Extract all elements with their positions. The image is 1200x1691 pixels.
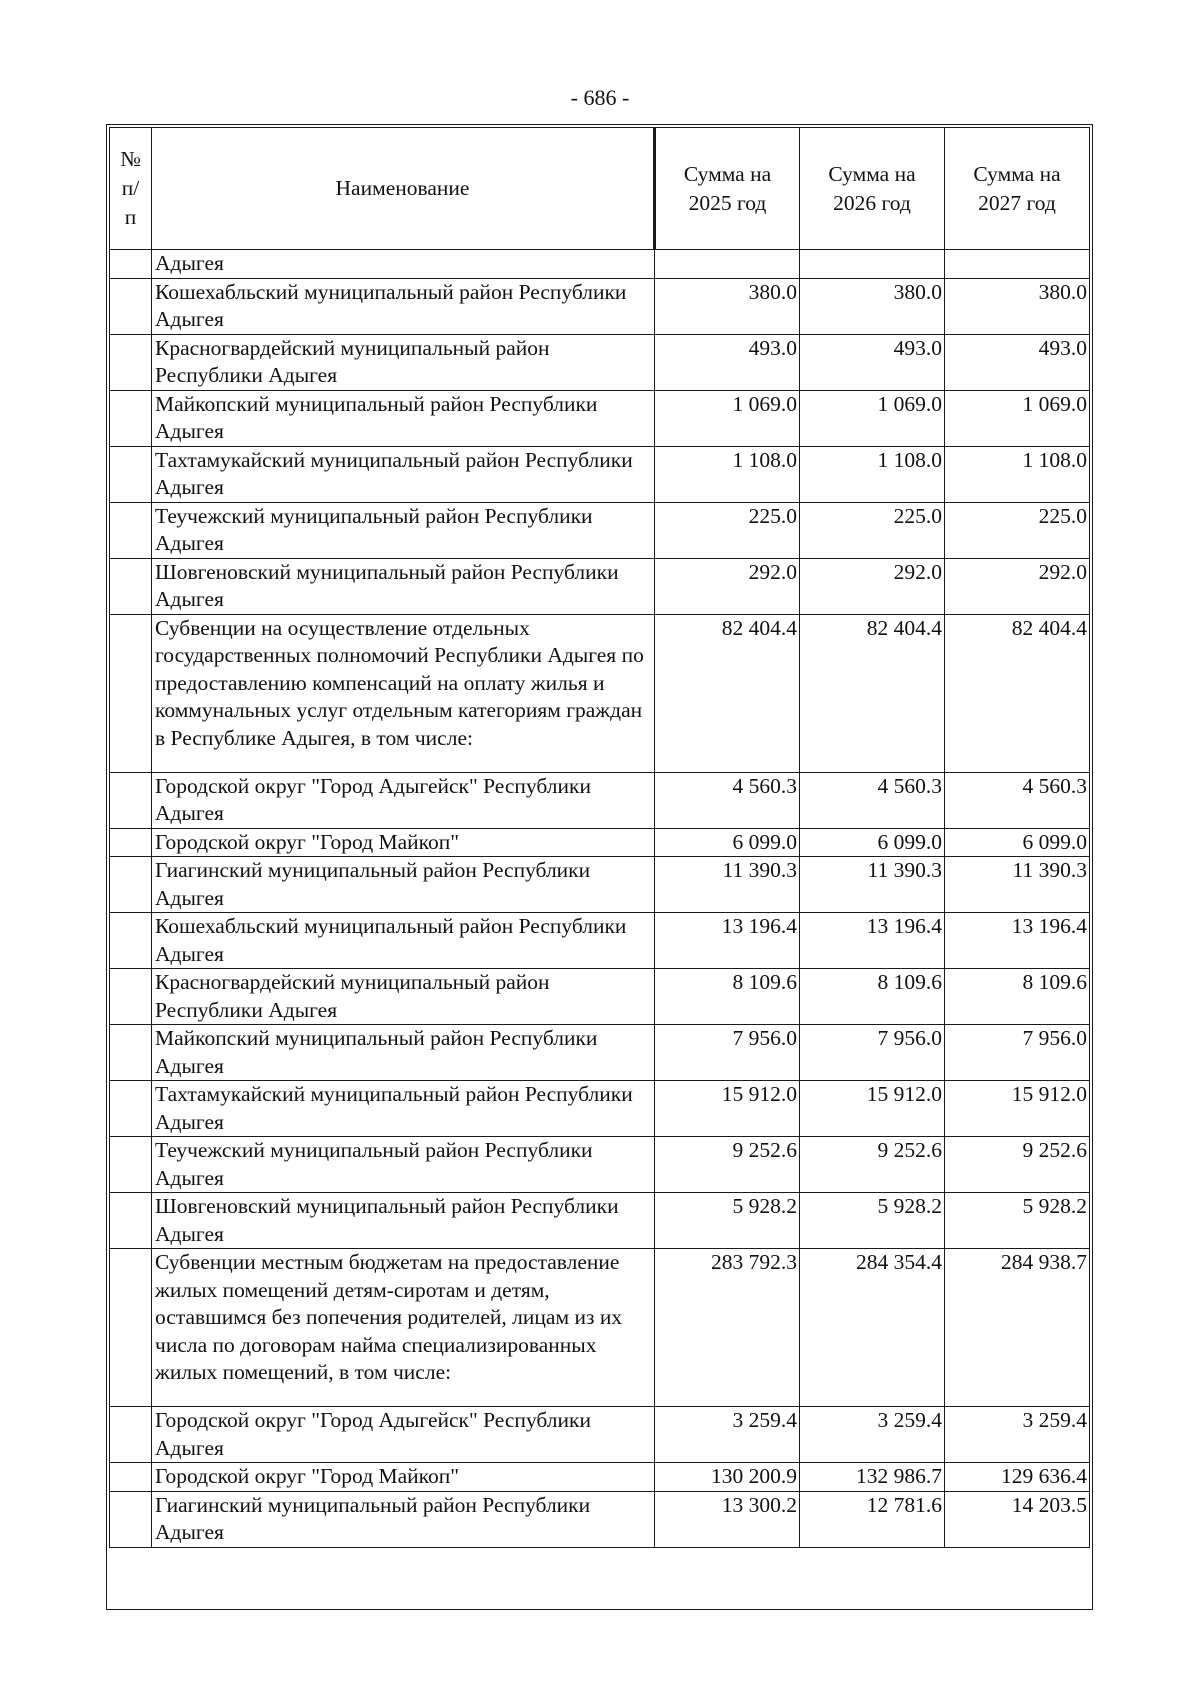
row-value-2025: 1 069.0: [655, 390, 800, 446]
row-value-2027: 8 109.6: [945, 969, 1090, 1025]
header-2027: Сумма на 2027 год: [945, 128, 1090, 250]
row-value-2027: 129 636.4: [945, 1463, 1090, 1492]
table-row: [110, 857, 1090, 913]
row-value-2027: 284 938.7: [945, 1249, 1090, 1407]
table-row: [110, 1463, 1090, 1492]
row-name-cell: Красногвардейский муниципальный район Республики Адыгея: [152, 969, 655, 1025]
row-value-2025: [655, 250, 800, 279]
row-name-cell: Красногвардейский муниципальный район Республики Адыгея: [152, 334, 655, 390]
row-value-2027: 13 196.4: [945, 913, 1090, 969]
row-value-2027: [945, 250, 1090, 279]
row-value-2026: 4 560.3: [800, 772, 945, 828]
row-value-2026: 15 912.0: [800, 1081, 945, 1137]
row-value-2025: 1 108.0: [655, 446, 800, 502]
row-value-2025: 130 200.9: [655, 1463, 800, 1492]
row-value-2025: 4 560.3: [655, 772, 800, 828]
table-row: [110, 828, 1090, 857]
header-num: № п/п: [110, 128, 152, 250]
row-num-cell: [110, 250, 152, 279]
row-name-cell: Городской округ "Город Адыгейск" Республики Адыгея: [152, 772, 655, 828]
row-value-2027: 82 404.4: [945, 614, 1090, 772]
row-value-2027: 225.0: [945, 502, 1090, 558]
row-value-2027: 493.0: [945, 334, 1090, 390]
row-name-cell: Тахтамукайский муниципальный район Республики Адыгея: [152, 1081, 655, 1137]
row-value-2026: 11 390.3: [800, 857, 945, 913]
row-value-2027: 4 560.3: [945, 772, 1090, 828]
row-value-2025: 13 300.2: [655, 1491, 800, 1547]
row-num-cell: [110, 1137, 152, 1193]
row-name-cell: Тахтамукайский муниципальный район Республики Адыгея: [152, 446, 655, 502]
row-name-cell: Городской округ "Город Майкоп": [152, 828, 655, 857]
row-value-2025: 292.0: [655, 558, 800, 614]
row-value-2026: 284 354.4: [800, 1249, 945, 1407]
row-num-cell: [110, 558, 152, 614]
row-num-cell: [110, 1081, 152, 1137]
row-num-cell: [110, 1193, 152, 1249]
row-num-cell: [110, 502, 152, 558]
table-row: [110, 913, 1090, 969]
table-row: [110, 446, 1090, 502]
row-value-2026: 493.0: [800, 334, 945, 390]
row-num-cell: [110, 614, 152, 772]
row-value-2027: 1 108.0: [945, 446, 1090, 502]
row-num-cell: [110, 772, 152, 828]
row-value-2026: 8 109.6: [800, 969, 945, 1025]
row-value-2026: 292.0: [800, 558, 945, 614]
row-value-2025: 11 390.3: [655, 857, 800, 913]
row-value-2025: 8 109.6: [655, 969, 800, 1025]
row-value-2025: 6 099.0: [655, 828, 800, 857]
table-row: [110, 614, 1090, 772]
row-name-cell: Субвенции местным бюджетам на предоставление жилых помещений детям-сиротам и детям, оставшимся без попечения родителей, лицам из их числа по договорам найма специализированных жилых помещений, в том числе:: [152, 1249, 655, 1407]
header-2025: Сумма на 2025 год: [655, 128, 800, 250]
page-number: - 686 -: [570, 85, 630, 110]
row-num-cell: [110, 446, 152, 502]
row-value-2026: 132 986.7: [800, 1463, 945, 1492]
row-value-2027: 380.0: [945, 278, 1090, 334]
table-row: [110, 1193, 1090, 1249]
row-value-2025: 9 252.6: [655, 1137, 800, 1193]
row-value-2027: 11 390.3: [945, 857, 1090, 913]
row-name-cell: Городской округ "Город Майкоп": [152, 1463, 655, 1492]
row-value-2026: 1 108.0: [800, 446, 945, 502]
row-value-2027: 6 099.0: [945, 828, 1090, 857]
table-row: [110, 278, 1090, 334]
row-value-2026: 5 928.2: [800, 1193, 945, 1249]
table-row: [110, 969, 1090, 1025]
table-row: [110, 772, 1090, 828]
row-num-cell: [110, 857, 152, 913]
row-value-2026: 225.0: [800, 502, 945, 558]
row-value-2025: 15 912.0: [655, 1081, 800, 1137]
row-value-2025: 7 956.0: [655, 1025, 800, 1081]
row-value-2027: 3 259.4: [945, 1407, 1090, 1463]
row-num-cell: [110, 969, 152, 1025]
row-value-2026: [800, 250, 945, 279]
row-name-cell: Теучежский муниципальный район Республики Адыгея: [152, 502, 655, 558]
row-value-2027: 9 252.6: [945, 1137, 1090, 1193]
row-num-cell: [110, 913, 152, 969]
table-row: [110, 1407, 1090, 1463]
table-row: [110, 390, 1090, 446]
table-row: [110, 502, 1090, 558]
row-value-2027: 292.0: [945, 558, 1090, 614]
row-value-2025: 493.0: [655, 334, 800, 390]
row-num-cell: [110, 1249, 152, 1407]
row-value-2026: 82 404.4: [800, 614, 945, 772]
table-row: [110, 1249, 1090, 1407]
row-value-2025: 283 792.3: [655, 1249, 800, 1407]
row-value-2026: 6 099.0: [800, 828, 945, 857]
row-name-cell: Теучежский муниципальный район Республики Адыгея: [152, 1137, 655, 1193]
header-2026: Сумма на 2026 год: [800, 128, 945, 250]
row-num-cell: [110, 390, 152, 446]
row-value-2027: 14 203.5: [945, 1491, 1090, 1547]
table-row: [110, 1025, 1090, 1081]
table-row: [110, 558, 1090, 614]
table-row: [110, 1491, 1090, 1547]
row-name-cell: Адыгея: [152, 250, 655, 279]
row-name-cell: Майкопский муниципальный район Республики Адыгея: [152, 390, 655, 446]
row-value-2025: 13 196.4: [655, 913, 800, 969]
table-row: [110, 334, 1090, 390]
row-value-2027: 15 912.0: [945, 1081, 1090, 1137]
row-value-2026: 13 196.4: [800, 913, 945, 969]
row-name-cell: Кошехабльский муниципальный район Республики Адыгея: [152, 278, 655, 334]
row-value-2026: 7 956.0: [800, 1025, 945, 1081]
row-name-cell: Шовгеновский муниципальный район Республики Адыгея: [152, 558, 655, 614]
row-value-2025: 5 928.2: [655, 1193, 800, 1249]
table-row: [110, 1137, 1090, 1193]
row-num-cell: [110, 1491, 152, 1547]
row-value-2026: 380.0: [800, 278, 945, 334]
row-num-cell: [110, 278, 152, 334]
row-num-cell: [110, 334, 152, 390]
row-name-cell: Городской округ "Город Адыгейск" Республики Адыгея: [152, 1407, 655, 1463]
row-name-cell: Кошехабльский муниципальный район Республики Адыгея: [152, 913, 655, 969]
row-value-2027: 7 956.0: [945, 1025, 1090, 1081]
row-value-2026: 1 069.0: [800, 390, 945, 446]
row-name-cell: Майкопский муниципальный район Республики Адыгея: [152, 1025, 655, 1081]
row-num-cell: [110, 1025, 152, 1081]
row-value-2025: 225.0: [655, 502, 800, 558]
table-row: [110, 250, 1090, 279]
header-name: Наименование: [152, 128, 655, 250]
row-num-cell: [110, 828, 152, 857]
row-name-cell: Гиагинский муниципальный район Республики Адыгея: [152, 1491, 655, 1547]
row-name-cell: Субвенции на осуществление отдельных государственных полномочий Республики Адыгея по предоставлению компенсаций на оплату жилья и коммунальных услуг отдельным категориям граждан в Республике Адыгея, в том числе:: [152, 614, 655, 772]
row-value-2027: 1 069.0: [945, 390, 1090, 446]
row-name-cell: Шовгеновский муниципальный район Республики Адыгея: [152, 1193, 655, 1249]
row-value-2025: 3 259.4: [655, 1407, 800, 1463]
budget-table: [109, 127, 1090, 1548]
row-num-cell: [110, 1463, 152, 1492]
row-value-2026: 3 259.4: [800, 1407, 945, 1463]
row-value-2026: 12 781.6: [800, 1491, 945, 1547]
row-value-2025: 380.0: [655, 278, 800, 334]
row-num-cell: [110, 1407, 152, 1463]
row-value-2026: 9 252.6: [800, 1137, 945, 1193]
table-header-row: [110, 128, 1090, 250]
row-name-cell: Гиагинский муниципальный район Республики Адыгея: [152, 857, 655, 913]
table-row: [110, 1081, 1090, 1137]
row-value-2025: 82 404.4: [655, 614, 800, 772]
row-value-2027: 5 928.2: [945, 1193, 1090, 1249]
